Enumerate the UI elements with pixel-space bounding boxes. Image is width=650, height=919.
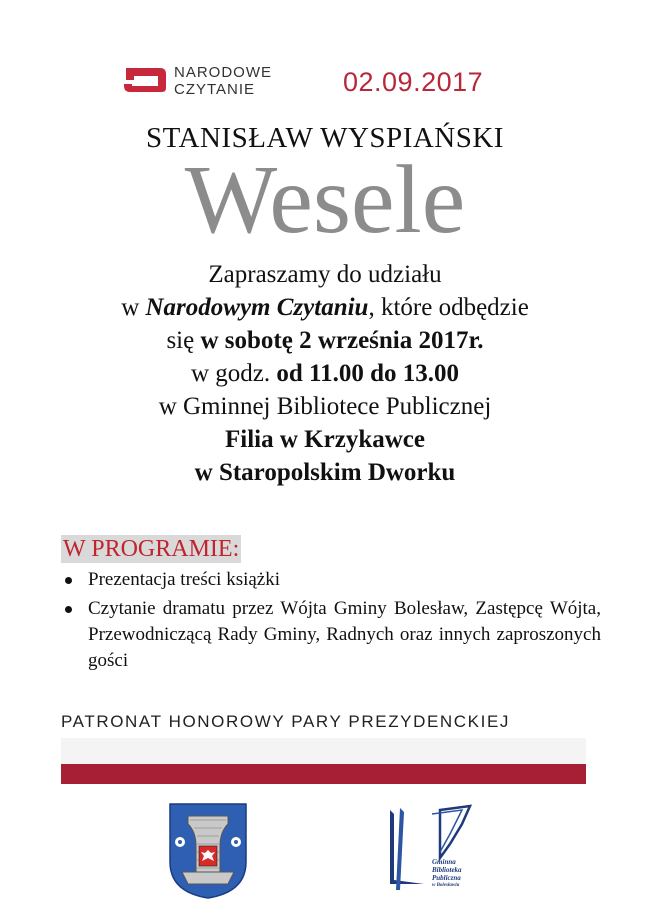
patronage-title: PATRONAT HONOROWY PARY PREZYDENCKIEJ [61, 712, 510, 731]
author-name: STANISŁAW WYSPIAŃSKI [146, 122, 504, 154]
event-date: 02.09.2017 [343, 67, 484, 97]
logo-line-1: NARODOWE [174, 64, 272, 81]
list-item: Czytanie dramatu przez Wójta Gminy Bolesław, Zastępcę Wójta, Przewodniczącą Rady Gminy, Radnych oraz innych zaproszonych gości [61, 596, 601, 674]
flag-band-white [61, 738, 586, 764]
event-day: w sobotę 2 września 2017r. [200, 327, 484, 354]
invitation-line: w godz. od 11.00 do 13.00 [190, 360, 460, 387]
venue-branch: Filia w Krzykawce [225, 426, 425, 453]
invitation-line: w Narodowym Czytaniu, które odbędzie [121, 294, 529, 321]
book-title: Wesele [184, 146, 466, 254]
logo-line-2: CZYTANIE [174, 81, 256, 98]
event-hours: od 11.00 do 13.00 [276, 360, 460, 387]
list-item: Prezentacja treści książki [61, 567, 601, 593]
library-line-3: Publiczna [432, 874, 461, 882]
program-list [61, 567, 601, 674]
venue-place: w Staropolskim Dworku [194, 459, 456, 486]
library-logo-icon [380, 804, 476, 900]
library-line-4: w Bolesławiu [432, 883, 460, 888]
invitation-line: Zapraszamy do udziału [208, 261, 442, 288]
narodowe-czytanie-book-icon [122, 66, 168, 94]
library-line-2: Biblioteka [432, 866, 462, 874]
program-heading: W PROGRAMIE: [63, 536, 240, 562]
flag-band-red [61, 764, 586, 784]
narodowe-czytanie-logo-text [174, 64, 272, 98]
library-line-1: Gminna [432, 858, 456, 866]
invitation-text [0, 258, 650, 489]
invitation-line: się w sobotę 2 września 2017r. [166, 327, 484, 354]
invitation-line: w Gminnej Bibliotece Publicznej [158, 393, 492, 420]
boleslaw-coat-of-arms-icon [168, 802, 248, 900]
library-name [432, 858, 462, 890]
narodowe-czytanie-emphasis: Narodowym Czytaniu [145, 294, 369, 321]
